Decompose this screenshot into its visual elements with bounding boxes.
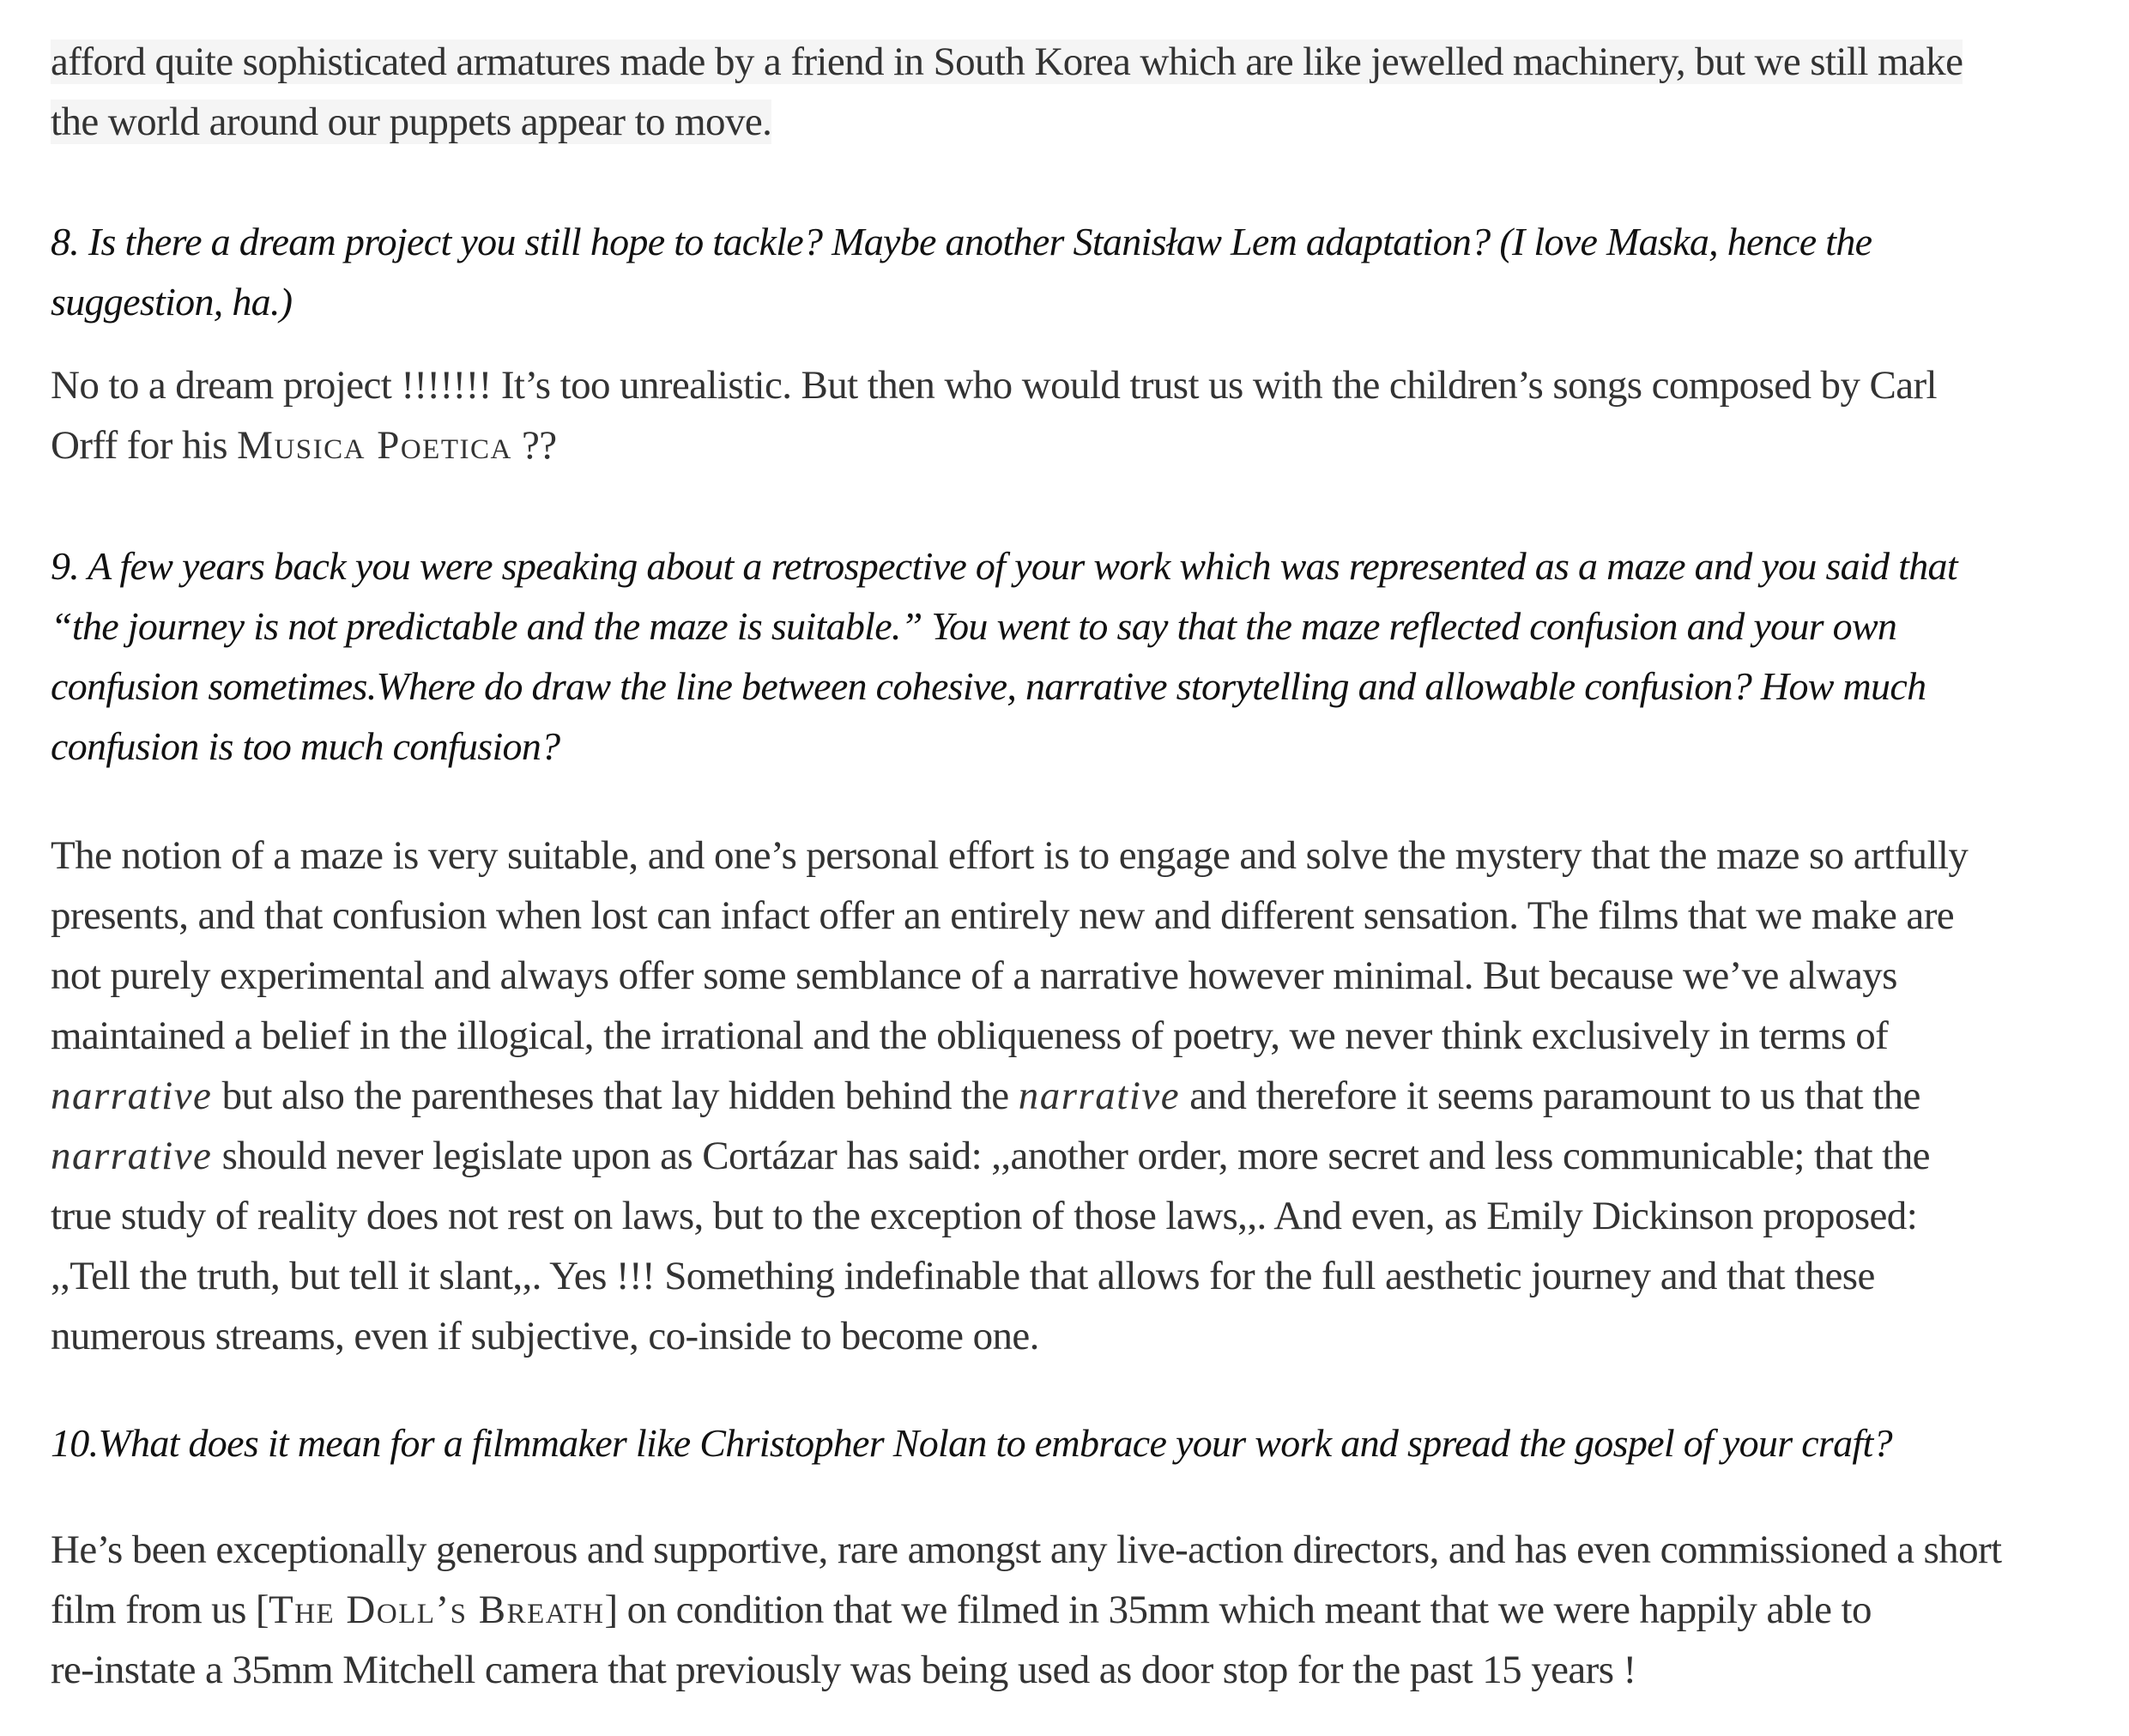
answer-text: film from us [ — [51, 1588, 269, 1632]
answer-9-line — [51, 1066, 1920, 1126]
emphasis-narrative: narrative — [51, 1134, 213, 1178]
question-10-line: 10.What does it mean for a filmmaker like Christopher Nolan to embrace your work and spread the gospel of your craft? — [51, 1421, 1892, 1465]
answer-10-line: re-instate a 35mm Mitchell camera that previously was being used as door stop for the past 15 years ! — [51, 1648, 1636, 1692]
answer-9-line: ,,Tell the truth, but tell it slant,,. Yes !!! Something indefinable that allows for the full aesthetic journey and that these — [51, 1254, 1875, 1298]
answer-8-line — [51, 415, 557, 475]
answer-9-line: not purely experimental and always offer some semblance of a narrative however minimal. But because we’ve always — [51, 953, 1897, 998]
work-title: Musica Poetica — [237, 423, 512, 468]
question-9-line: “the journey is not predictable and the maze is suitable.” You went to say that the maze reflected confusion and your own — [51, 604, 1897, 648]
answer-9-line: The notion of a maze is very suitable, and one’s personal effort is to engage and solve the mystery that the maze so artfully — [51, 833, 1969, 878]
work-title: The Doll’s Breath — [268, 1588, 605, 1632]
answer-9-line: presents, and that confusion when lost can infact offer an entirely new and different sensation. The films that we make are — [51, 893, 1955, 938]
question-8-line: suggestion, ha.) — [51, 280, 293, 324]
answer-8-line: No to a dream project !!!!!!! It’s too unrealistic. But then who would trust us with the children’s songs composed by Carl — [51, 363, 1938, 408]
highlighted-text: the world around our puppets appear to move. — [51, 100, 772, 144]
emphasis-narrative: narrative — [1018, 1074, 1181, 1118]
intro-paragraph-line — [51, 32, 1963, 92]
answer-9-line — [51, 1126, 1930, 1186]
question-9-line: 9. A few years back you were speaking about a retrospective of your work which was represented as a maze and you said that — [51, 544, 1957, 588]
answer-9-line: numerous streams, even if subjective, co-inside to become one. — [51, 1314, 1039, 1358]
answer-10-line — [51, 1580, 1872, 1640]
answer-text: Orff for his — [51, 423, 238, 468]
answer-text: should never legislate upon as Cortázar has said: ,,another order, more secret and less communicable; that the — [212, 1134, 1930, 1178]
emphasis-narrative: narrative — [51, 1074, 213, 1118]
answer-9-line: true study of reality does not rest on laws, but to the exception of those laws,,. And even, as Emily Dickinson proposed: — [51, 1194, 1918, 1238]
answer-10-line: He’s been exceptionally generous and supportive, rare amongst any live-action directors, and has even commissioned a short — [51, 1527, 2002, 1572]
question-9-line: confusion sometimes.Where do draw the line between cohesive, narrative storytelling and allowable confusion? How much — [51, 664, 1926, 708]
intro-paragraph-line — [51, 92, 771, 152]
answer-text: but also the parentheses that lay hidden behind the — [212, 1074, 1019, 1118]
answer-text: and therefore it seems paramount to us that the — [1180, 1074, 1920, 1118]
answer-text: ] on condition that we filmed in 35mm which meant that we were happily able to — [604, 1588, 1872, 1632]
question-8-line: 8. Is there a dream project you still hope to tackle? Maybe another Stanisław Lem adaptation? (I love Maska, hence the — [51, 220, 1872, 263]
question-9-line: confusion is too much confusion? — [51, 724, 560, 768]
answer-text: ?? — [511, 423, 557, 468]
highlighted-text: afford quite sophisticated armatures made by a friend in South Korea which are like jewelled machinery, but we still make — [51, 39, 1963, 84]
answer-9-line: maintained a belief in the illogical, the irrational and the obliqueness of poetry, we never think exclusively in terms of — [51, 1013, 1889, 1058]
